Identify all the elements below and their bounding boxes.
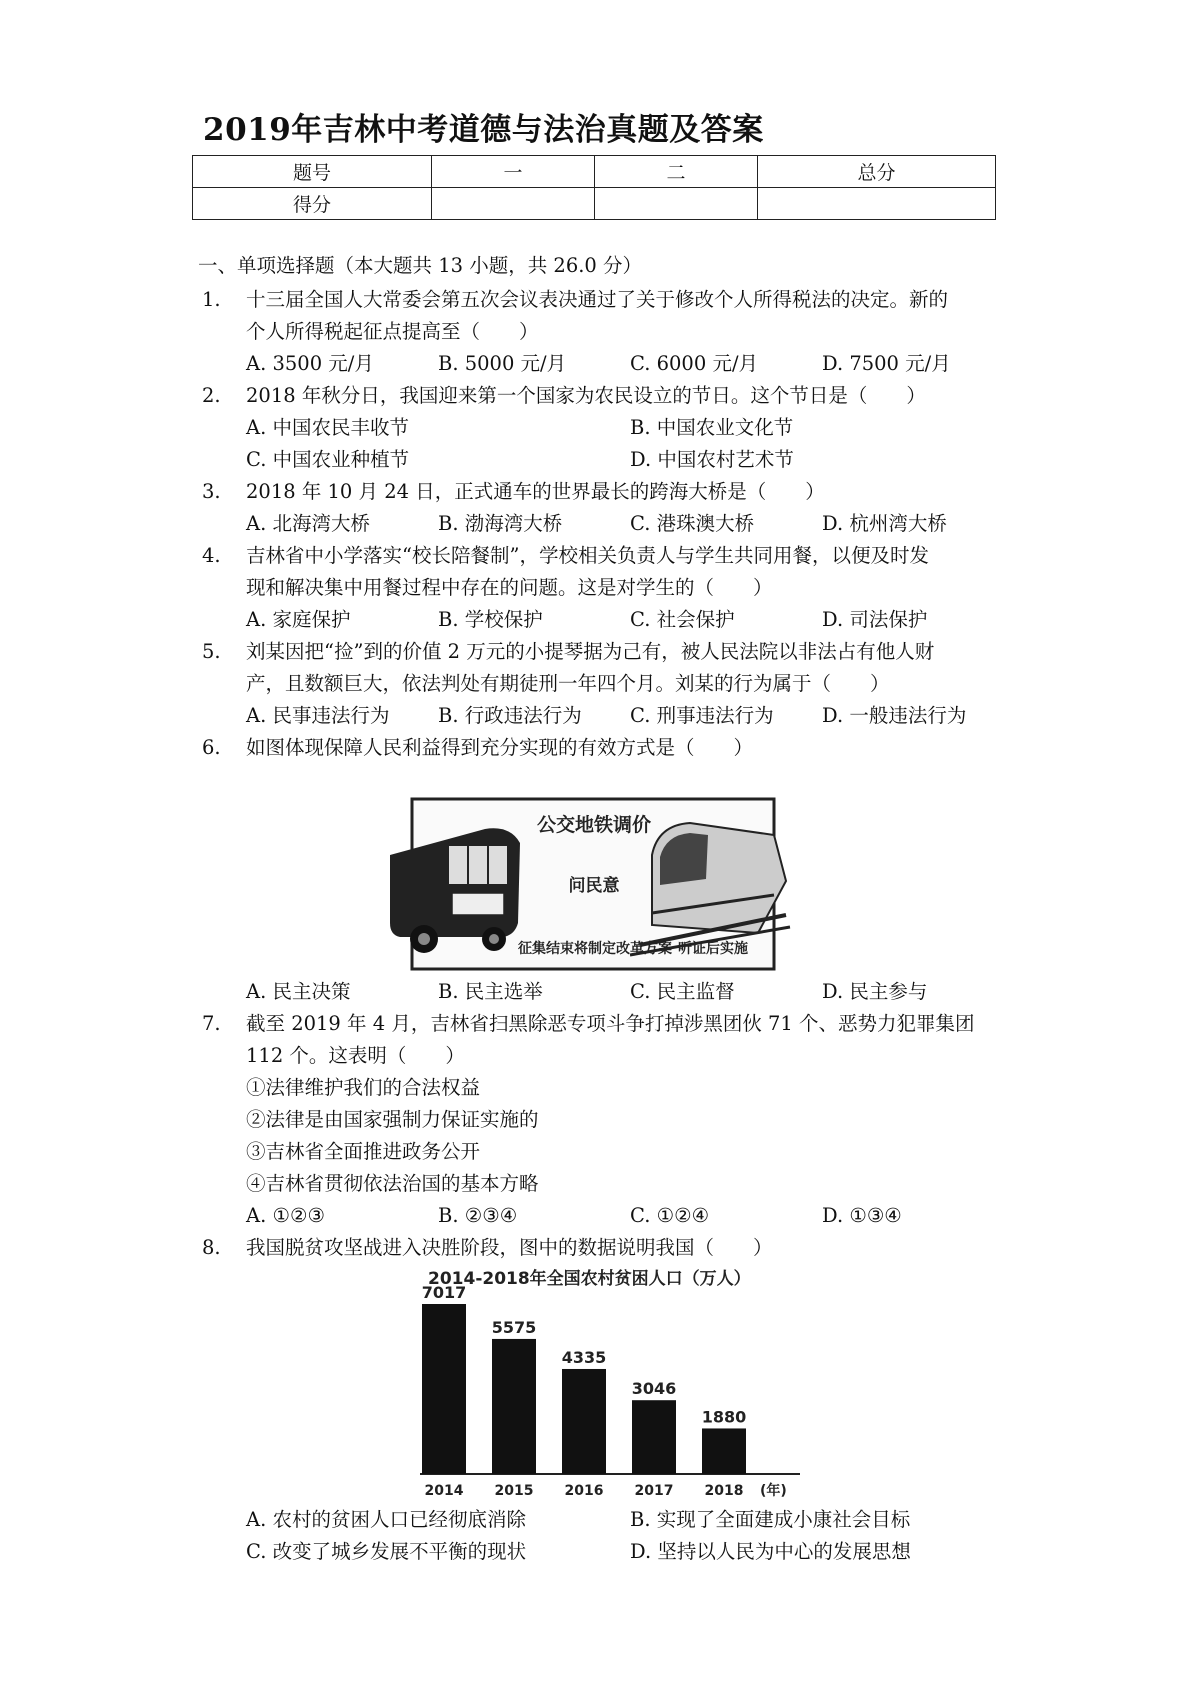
question-text: 产，且数额巨大，依法判处有期徒刑一年四个月。刘某的行为属于（ ） xyxy=(246,672,890,695)
option-c: C. 6000 元/月 xyxy=(630,352,759,375)
score-table-score-row xyxy=(193,188,996,220)
option-c: C. 改变了城乡发展不平衡的现状 xyxy=(246,1540,527,1563)
option-a: A. 民主决策 xyxy=(246,980,351,1003)
question-number: 6. xyxy=(202,736,221,759)
option-b: B. 中国农业文化节 xyxy=(630,416,794,439)
statement-2: ②法律是由国家强制力保证实施的 xyxy=(246,1108,539,1131)
bar-value-label: 3046 xyxy=(631,1379,677,1399)
bar-value-label: 5575 xyxy=(491,1317,537,1337)
question-text: 十三届全国人大常委会第五次会议表决通过了关于修改个人所得税法的决定。新的 xyxy=(246,288,949,311)
option-d: D. 7500 元/月 xyxy=(822,352,951,375)
bus-metro-figure xyxy=(390,795,800,975)
question-number: 2. xyxy=(202,384,221,407)
question-number: 3. xyxy=(202,480,221,503)
bar-2017 xyxy=(632,1400,676,1474)
option-c: C. 刑事违法行为 xyxy=(630,704,774,727)
statement-3: ③吉林省全面推进政务公开 xyxy=(246,1140,481,1163)
table-cell xyxy=(758,188,996,220)
statement-4: ④吉林省贯彻依法治国的基本方略 xyxy=(246,1172,539,1195)
bar-2015 xyxy=(492,1339,536,1474)
option-c: C. ①②④ xyxy=(630,1204,710,1227)
option-a: A. ①②③ xyxy=(246,1204,325,1227)
figure-svg xyxy=(390,795,800,975)
question-number: 4. xyxy=(202,544,221,567)
question-number: 5. xyxy=(202,640,221,663)
option-b: B. 实现了全面建成小康社会目标 xyxy=(630,1508,911,1531)
question-text: 如图体现保障人民利益得到充分实现的有效方式是（ ） xyxy=(246,736,754,759)
question-text: 我国脱贫攻坚战进入决胜阶段，图中的数据说明我国（ ） xyxy=(246,1236,773,1259)
option-a: A. 3500 元/月 xyxy=(246,352,374,375)
question-number: 8. xyxy=(202,1236,221,1259)
option-d: D. 中国农村艺术节 xyxy=(630,448,794,471)
table-cell xyxy=(432,188,595,220)
question-text: 现和解决集中用餐过程中存在的问题。这是对学生的（ ） xyxy=(246,576,773,599)
bus-icon xyxy=(390,828,520,953)
option-a: A. 中国农民丰收节 xyxy=(246,416,409,439)
option-d: D. 司法保护 xyxy=(822,608,928,631)
bar-2014 xyxy=(422,1304,466,1474)
question-number: 1. xyxy=(202,288,221,311)
option-d: D. 一般违法行为 xyxy=(822,704,967,727)
question-text: 112 个。这表明（ ） xyxy=(246,1044,465,1067)
figure-middle-text: 问民意 xyxy=(568,876,620,896)
question-text: 2018 年 10 月 24 日，正式通车的世界最长的跨海大桥是（ ） xyxy=(246,480,825,503)
x-tick-label: 2017 xyxy=(634,1483,674,1499)
poverty-bar-chart xyxy=(420,1262,800,1502)
option-d: D. 坚持以人民为中心的发展思想 xyxy=(630,1540,911,1563)
option-b: B. 学校保护 xyxy=(438,608,543,631)
option-a: A. 民事违法行为 xyxy=(246,704,390,727)
question-text: 个人所得税起征点提高至（ ） xyxy=(246,320,539,343)
option-a: A. 家庭保护 xyxy=(246,608,351,631)
x-axis-unit: (年) xyxy=(760,1483,787,1499)
table-cell xyxy=(595,188,758,220)
option-b: B. ②③④ xyxy=(438,1204,518,1227)
table-cell: 题号 xyxy=(193,156,432,188)
figure-caption-left: 征集结束将制定改革方案 xyxy=(518,941,672,957)
table-cell: 二 xyxy=(595,156,758,188)
option-c: C. 社会保护 xyxy=(630,608,735,631)
option-b: B. 5000 元/月 xyxy=(438,352,567,375)
option-c: C. 民主监督 xyxy=(630,980,735,1003)
question-text: 刘某因把“捡”到的价值 2 万元的小提琴据为己有，被人民法院以非法占有他人财 xyxy=(246,640,935,663)
option-a: A. 农村的贫困人口已经彻底消除 xyxy=(246,1508,526,1531)
x-tick-label: 2016 xyxy=(564,1483,604,1499)
chart-svg xyxy=(420,1262,800,1502)
x-tick-label: 2014 xyxy=(424,1483,464,1499)
table-cell: 一 xyxy=(432,156,595,188)
option-a: A. 北海湾大桥 xyxy=(246,512,370,535)
option-b: B. 行政违法行为 xyxy=(438,704,582,727)
figure-caption-right: 听证后实施 xyxy=(678,941,748,957)
option-d: D. 民主参与 xyxy=(822,980,928,1003)
score-table xyxy=(192,155,996,220)
option-c: C. 港珠澳大桥 xyxy=(630,512,755,535)
figure-heading: 公交地铁调价 xyxy=(536,814,652,836)
x-tick-label: 2015 xyxy=(494,1483,534,1499)
bar-2016 xyxy=(562,1369,606,1474)
question-text: 2018 年秋分日，我国迎来第一个国家为农民设立的节日。这个节日是（ ） xyxy=(246,384,926,407)
table-cell: 得分 xyxy=(193,188,432,220)
option-d: D. ①③④ xyxy=(822,1204,902,1227)
table-cell: 总分 xyxy=(758,156,996,188)
question-text: 吉林省中小学落实“校长陪餐制”，学校相关负责人与学生共同用餐，以便及时发 xyxy=(246,544,929,567)
score-table-header-row xyxy=(193,156,996,188)
chart-title: 2014-2018年全国农村贫困人口（万人） xyxy=(428,1269,751,1289)
option-b: B. 民主选举 xyxy=(438,980,543,1003)
option-c: C. 中国农业种植节 xyxy=(246,448,410,471)
question-text: 截至 2019 年 4 月，吉林省扫黑除恶专项斗争打掉涉黑团伙 71 个、恶势力犯罪集团 xyxy=(246,1012,975,1035)
bar-2018 xyxy=(702,1428,746,1474)
x-tick-label: 2018 xyxy=(704,1483,744,1499)
option-d: D. 杭州湾大桥 xyxy=(822,512,947,535)
bar-value-label: 7017 xyxy=(421,1283,467,1302)
section-heading: 一、单项选择题（本大题共 13 小题，共 26.0 分） xyxy=(198,254,643,277)
option-b: B. 渤海湾大桥 xyxy=(438,512,563,535)
bar-value-label: 4335 xyxy=(561,1347,607,1367)
question-number: 7. xyxy=(202,1012,221,1035)
page-title: 2019年吉林中考道德与法治真题及答案 xyxy=(203,112,764,148)
bar-value-label: 1880 xyxy=(701,1407,747,1427)
statement-1: ①法律维护我们的合法权益 xyxy=(246,1076,481,1099)
